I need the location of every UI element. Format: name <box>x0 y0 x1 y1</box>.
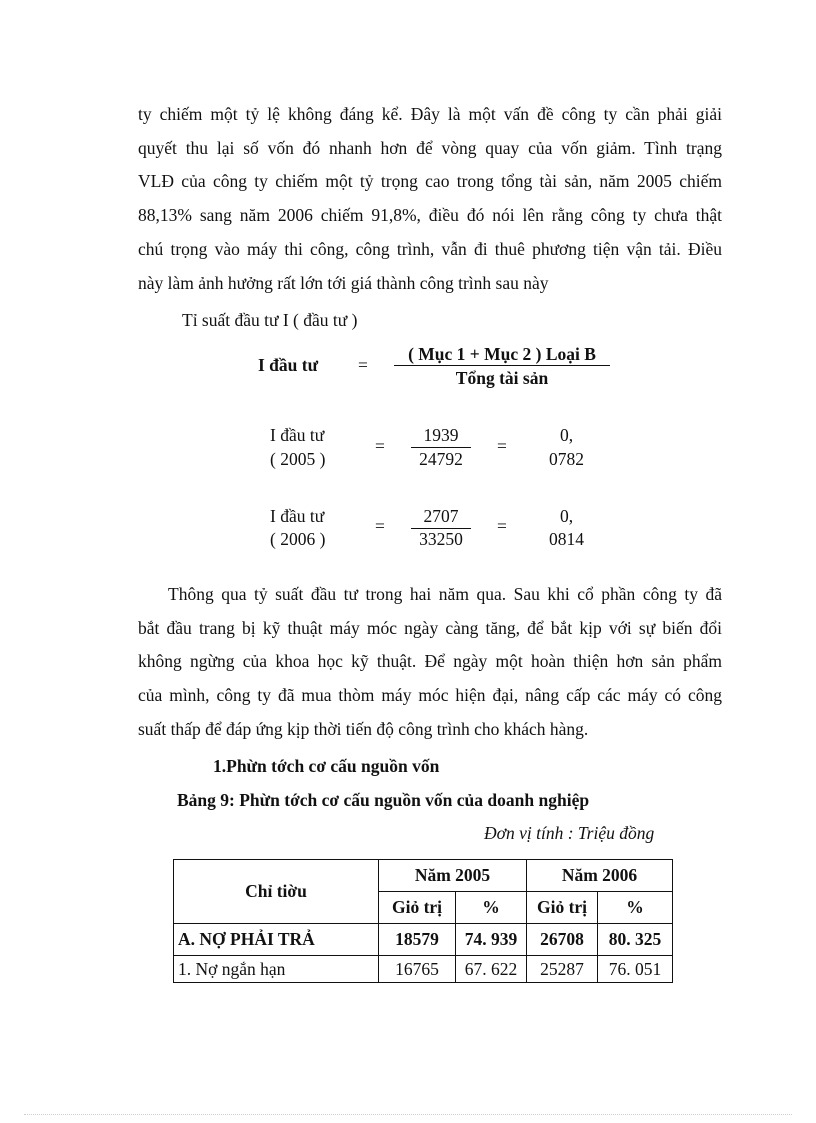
table-row <box>174 956 673 983</box>
table-viewport <box>160 855 690 983</box>
paragraph-line: 88,13% sang năm 2006 chiếm 91,8%, điều đó nói lên rằng công ty chưa thật <box>138 205 722 226</box>
formula-denominator: Tổng tài sản <box>455 368 549 388</box>
header-indicator: Chỉ tiờu <box>174 860 379 924</box>
calc-2006-label: I đầu tư <box>270 506 325 526</box>
page-footer-rule <box>24 1114 792 1115</box>
calc-2005-equals: = <box>375 436 385 456</box>
row-value-2006: 25287 <box>527 956 598 983</box>
paragraph-line: suất thấp để đáp ứng kịp thời tiến độ công trình cho khách hàng. <box>138 718 589 739</box>
table-title: Bảng 9: Phừn tớch cơ cấu nguồn vốn của doanh nghiệp <box>177 790 590 810</box>
table-row <box>174 924 673 956</box>
header-year-2005: Năm 2005 <box>379 860 527 892</box>
row-pct-2005: 74. 939 <box>456 924 527 956</box>
calc-2005-denominator: 24792 <box>419 449 463 469</box>
paragraph-line: chú trọng vào máy thi công, công trình, vẫn đi thuê phương tiện vận tải. Điều <box>138 238 722 259</box>
row-pct-2006: 80. 325 <box>598 924 673 956</box>
paragraph-line: không ngừng của khoa học kỹ thuật. Để ngày một hoàn thiện hơn sản phẩm <box>138 651 722 672</box>
calc-2006-equals-2: = <box>497 516 507 536</box>
unit-note: Đơn vị tính : Triệu đồng <box>484 823 655 843</box>
capital-structure-table <box>173 859 673 983</box>
row-name: 1. Nợ ngắn hạn <box>174 956 379 983</box>
row-pct-2006: 76. 051 <box>598 956 673 983</box>
calc-2006-result-top: 0, <box>560 506 574 526</box>
paragraph-line: ty chiếm một tỷ lệ không đáng kể. Đây là một vấn đề công ty cần phải giải <box>138 104 722 124</box>
calc-2005-numerator: 1939 <box>423 425 459 445</box>
formula-equals: = <box>358 355 368 375</box>
header-value-2005: Giỏ trị <box>379 892 456 924</box>
paragraph-line: VLĐ của công ty chiếm một tỷ trọng cao trong tổng tài sản, năm 2005 chiếm <box>138 171 722 192</box>
header-pct-2006: % <box>598 892 673 924</box>
calc-2005-equals-2: = <box>497 436 507 456</box>
fraction-bar <box>394 365 610 366</box>
row-name: A. NỢ PHẢI TRẢ <box>174 924 379 956</box>
header-value-2006: Giỏ trị <box>527 892 598 924</box>
formula-lhs: I đầu tư <box>258 355 319 375</box>
calc-2006-numerator: 2707 <box>423 506 459 526</box>
row-value-2005: 16765 <box>379 956 456 983</box>
calc-2005-label: I đầu tư <box>270 425 325 445</box>
calc-2006-denominator: 33250 <box>419 529 463 549</box>
row-value-2005: 18579 <box>379 924 456 956</box>
header-pct-2005: % <box>456 892 527 924</box>
paragraph-line: của mình, công ty đã mua thòm máy móc hiện đại, nâng cấp các máy có công <box>138 685 722 706</box>
calc-2005-year: ( 2005 ) <box>270 449 326 469</box>
calc-2005-result-bottom: 0782 <box>549 449 584 469</box>
paragraph-1 <box>138 98 722 300</box>
row-value-2006: 26708 <box>527 924 598 956</box>
paragraph-line: này làm ảnh hưởng rất lớn tới giá thành công trình sau này <box>138 272 549 293</box>
calc-2006-result-bottom: 0814 <box>549 529 584 549</box>
calc-2005-result-top: 0, <box>560 425 574 445</box>
calc-2006-equals: = <box>375 516 385 536</box>
row-pct-2005: 67. 622 <box>456 956 527 983</box>
paragraph-line: Thông qua tỷ suất đầu tư trong hai năm qua. Sau khi cổ phần công ty đã <box>168 584 722 604</box>
fraction-bar <box>411 447 471 448</box>
section-heading: 1.Phừn tớch cơ cấu nguồn vốn <box>213 756 440 776</box>
paragraph-2 <box>138 578 722 747</box>
paragraph-line: bắt đầu trang bị kỹ thuật máy móc ngày càng tăng, để bắt kịp với sự biến đổi <box>138 617 722 638</box>
formula-numerator: ( Mục 1 + Mục 2 ) Loại B <box>408 344 596 364</box>
formula-intro: Tỉ suất đầu tư I ( đầu tư ) <box>182 310 358 330</box>
paragraph-line: quyết thu lại số vốn đó nhanh hơn để vòng quay của vốn giảm. Tình trạng <box>138 137 722 158</box>
header-year-2006: Năm 2006 <box>527 860 673 892</box>
calc-2006-year: ( 2006 ) <box>270 529 326 549</box>
